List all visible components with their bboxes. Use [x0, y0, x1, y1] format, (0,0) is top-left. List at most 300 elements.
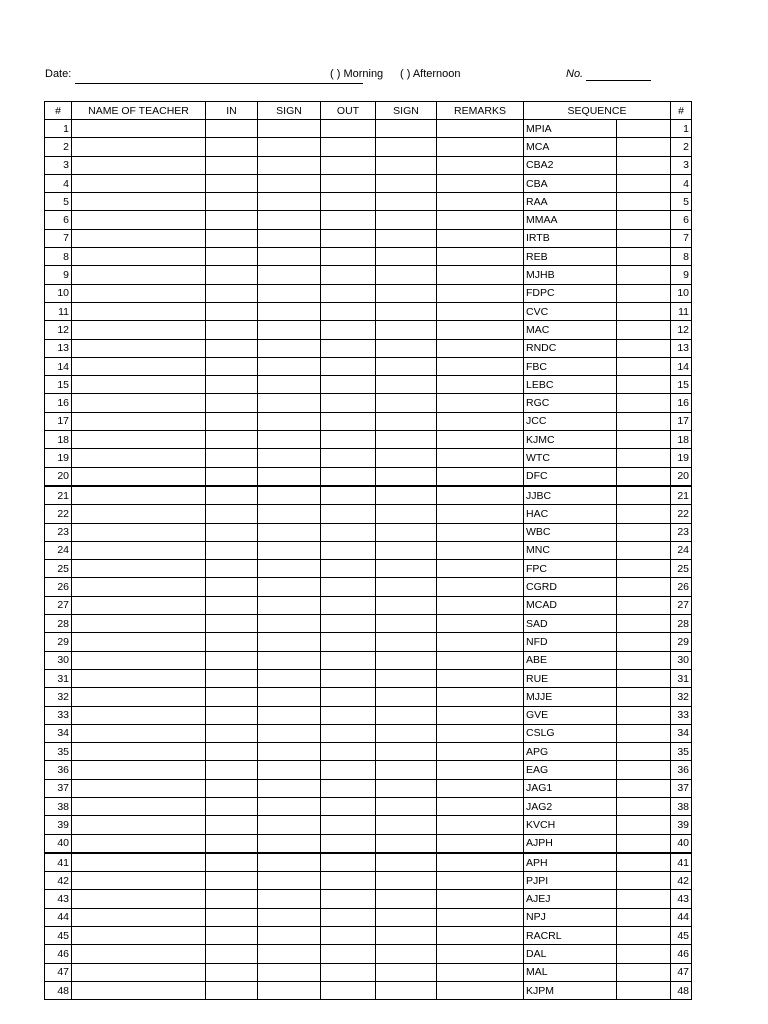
- remarks-cell[interactable]: [437, 797, 524, 815]
- time-out-cell[interactable]: [321, 394, 376, 412]
- sequence-blank-cell[interactable]: [617, 706, 671, 724]
- sign-in-cell[interactable]: [258, 302, 321, 320]
- time-out-cell[interactable]: [321, 376, 376, 394]
- sign-out-cell[interactable]: [376, 945, 437, 963]
- sign-in-cell[interactable]: [258, 669, 321, 687]
- teacher-name-cell[interactable]: [72, 853, 206, 872]
- teacher-name-cell[interactable]: [72, 193, 206, 211]
- sign-in-cell[interactable]: [258, 688, 321, 706]
- teacher-name-cell[interactable]: [72, 651, 206, 669]
- sign-in-cell[interactable]: [258, 120, 321, 138]
- time-out-cell[interactable]: [321, 927, 376, 945]
- sequence-blank-cell[interactable]: [617, 284, 671, 302]
- teacher-name-cell[interactable]: [72, 284, 206, 302]
- teacher-name-cell[interactable]: [72, 156, 206, 174]
- sequence-blank-cell[interactable]: [617, 541, 671, 559]
- sign-in-cell[interactable]: [258, 890, 321, 908]
- time-out-cell[interactable]: [321, 156, 376, 174]
- remarks-cell[interactable]: [437, 376, 524, 394]
- sign-out-cell[interactable]: [376, 211, 437, 229]
- sign-out-cell[interactable]: [376, 541, 437, 559]
- time-in-cell[interactable]: [206, 963, 258, 981]
- remarks-cell[interactable]: [437, 651, 524, 669]
- sequence-blank-cell[interactable]: [617, 560, 671, 578]
- teacher-name-cell[interactable]: [72, 339, 206, 357]
- remarks-cell[interactable]: [437, 394, 524, 412]
- teacher-name-cell[interactable]: [72, 138, 206, 156]
- sign-in-cell[interactable]: [258, 927, 321, 945]
- sign-out-cell[interactable]: [376, 431, 437, 449]
- remarks-cell[interactable]: [437, 853, 524, 872]
- time-out-cell[interactable]: [321, 908, 376, 926]
- time-in-cell[interactable]: [206, 138, 258, 156]
- sequence-blank-cell[interactable]: [617, 229, 671, 247]
- remarks-cell[interactable]: [437, 945, 524, 963]
- teacher-name-cell[interactable]: [72, 596, 206, 614]
- time-in-cell[interactable]: [206, 505, 258, 523]
- sequence-blank-cell[interactable]: [617, 339, 671, 357]
- sign-out-cell[interactable]: [376, 449, 437, 467]
- time-in-cell[interactable]: [206, 596, 258, 614]
- sign-out-cell[interactable]: [376, 156, 437, 174]
- sequence-blank-cell[interactable]: [617, 266, 671, 284]
- teacher-name-cell[interactable]: [72, 743, 206, 761]
- time-in-cell[interactable]: [206, 120, 258, 138]
- sequence-blank-cell[interactable]: [617, 138, 671, 156]
- sign-in-cell[interactable]: [258, 651, 321, 669]
- teacher-name-cell[interactable]: [72, 963, 206, 981]
- teacher-name-cell[interactable]: [72, 688, 206, 706]
- sign-out-cell[interactable]: [376, 963, 437, 981]
- teacher-name-cell[interactable]: [72, 467, 206, 486]
- time-in-cell[interactable]: [206, 578, 258, 596]
- time-out-cell[interactable]: [321, 431, 376, 449]
- teacher-name-cell[interactable]: [72, 669, 206, 687]
- time-in-cell[interactable]: [206, 321, 258, 339]
- remarks-cell[interactable]: [437, 449, 524, 467]
- teacher-name-cell[interactable]: [72, 174, 206, 192]
- sign-out-cell[interactable]: [376, 266, 437, 284]
- teacher-name-cell[interactable]: [72, 779, 206, 797]
- time-out-cell[interactable]: [321, 486, 376, 505]
- sequence-blank-cell[interactable]: [617, 945, 671, 963]
- remarks-cell[interactable]: [437, 357, 524, 375]
- sign-out-cell[interactable]: [376, 505, 437, 523]
- time-in-cell[interactable]: [206, 357, 258, 375]
- sign-out-cell[interactable]: [376, 578, 437, 596]
- remarks-cell[interactable]: [437, 138, 524, 156]
- remarks-cell[interactable]: [437, 248, 524, 266]
- remarks-cell[interactable]: [437, 431, 524, 449]
- sign-out-cell[interactable]: [376, 724, 437, 742]
- sequence-blank-cell[interactable]: [617, 816, 671, 834]
- teacher-name-cell[interactable]: [72, 706, 206, 724]
- remarks-cell[interactable]: [437, 816, 524, 834]
- remarks-cell[interactable]: [437, 872, 524, 890]
- time-out-cell[interactable]: [321, 412, 376, 430]
- time-in-cell[interactable]: [206, 248, 258, 266]
- time-out-cell[interactable]: [321, 248, 376, 266]
- sign-out-cell[interactable]: [376, 523, 437, 541]
- time-out-cell[interactable]: [321, 138, 376, 156]
- time-in-cell[interactable]: [206, 779, 258, 797]
- sequence-blank-cell[interactable]: [617, 193, 671, 211]
- sign-out-cell[interactable]: [376, 248, 437, 266]
- sequence-blank-cell[interactable]: [617, 523, 671, 541]
- time-out-cell[interactable]: [321, 669, 376, 687]
- sequence-blank-cell[interactable]: [617, 761, 671, 779]
- teacher-name-cell[interactable]: [72, 724, 206, 742]
- time-in-cell[interactable]: [206, 761, 258, 779]
- time-in-cell[interactable]: [206, 651, 258, 669]
- time-out-cell[interactable]: [321, 688, 376, 706]
- sign-out-cell[interactable]: [376, 797, 437, 815]
- sign-out-cell[interactable]: [376, 193, 437, 211]
- sequence-blank-cell[interactable]: [617, 963, 671, 981]
- time-in-cell[interactable]: [206, 872, 258, 890]
- remarks-cell[interactable]: [437, 229, 524, 247]
- time-out-cell[interactable]: [321, 174, 376, 192]
- sign-out-cell[interactable]: [376, 596, 437, 614]
- sequence-blank-cell[interactable]: [617, 394, 671, 412]
- sign-out-cell[interactable]: [376, 816, 437, 834]
- time-out-cell[interactable]: [321, 706, 376, 724]
- time-in-cell[interactable]: [206, 541, 258, 559]
- sequence-blank-cell[interactable]: [617, 120, 671, 138]
- time-out-cell[interactable]: [321, 357, 376, 375]
- remarks-cell[interactable]: [437, 120, 524, 138]
- time-in-cell[interactable]: [206, 266, 258, 284]
- remarks-cell[interactable]: [437, 467, 524, 486]
- sequence-blank-cell[interactable]: [617, 853, 671, 872]
- sign-in-cell[interactable]: [258, 633, 321, 651]
- sign-out-cell[interactable]: [376, 560, 437, 578]
- sequence-blank-cell[interactable]: [617, 302, 671, 320]
- time-in-cell[interactable]: [206, 816, 258, 834]
- sign-out-cell[interactable]: [376, 357, 437, 375]
- time-in-cell[interactable]: [206, 853, 258, 872]
- sign-out-cell[interactable]: [376, 321, 437, 339]
- teacher-name-cell[interactable]: [72, 505, 206, 523]
- time-in-cell[interactable]: [206, 669, 258, 687]
- remarks-cell[interactable]: [437, 505, 524, 523]
- sign-in-cell[interactable]: [258, 211, 321, 229]
- sign-out-cell[interactable]: [376, 120, 437, 138]
- time-out-cell[interactable]: [321, 120, 376, 138]
- remarks-cell[interactable]: [437, 890, 524, 908]
- time-out-cell[interactable]: [321, 872, 376, 890]
- time-out-cell[interactable]: [321, 211, 376, 229]
- remarks-cell[interactable]: [437, 779, 524, 797]
- sign-out-cell[interactable]: [376, 981, 437, 999]
- time-out-cell[interactable]: [321, 945, 376, 963]
- remarks-cell[interactable]: [437, 743, 524, 761]
- sign-in-cell[interactable]: [258, 505, 321, 523]
- sequence-blank-cell[interactable]: [617, 797, 671, 815]
- sequence-blank-cell[interactable]: [617, 779, 671, 797]
- remarks-cell[interactable]: [437, 412, 524, 430]
- time-in-cell[interactable]: [206, 615, 258, 633]
- teacher-name-cell[interactable]: [72, 945, 206, 963]
- sign-in-cell[interactable]: [258, 945, 321, 963]
- remarks-cell[interactable]: [437, 560, 524, 578]
- time-in-cell[interactable]: [206, 688, 258, 706]
- remarks-cell[interactable]: [437, 669, 524, 687]
- sign-in-cell[interactable]: [258, 706, 321, 724]
- teacher-name-cell[interactable]: [72, 560, 206, 578]
- remarks-cell[interactable]: [437, 523, 524, 541]
- time-out-cell[interactable]: [321, 724, 376, 742]
- time-in-cell[interactable]: [206, 633, 258, 651]
- sequence-blank-cell[interactable]: [617, 890, 671, 908]
- teacher-name-cell[interactable]: [72, 302, 206, 320]
- time-out-cell[interactable]: [321, 284, 376, 302]
- sequence-blank-cell[interactable]: [617, 633, 671, 651]
- sequence-blank-cell[interactable]: [617, 724, 671, 742]
- time-out-cell[interactable]: [321, 578, 376, 596]
- teacher-name-cell[interactable]: [72, 449, 206, 467]
- sequence-blank-cell[interactable]: [617, 412, 671, 430]
- remarks-cell[interactable]: [437, 339, 524, 357]
- sign-out-cell[interactable]: [376, 229, 437, 247]
- time-in-cell[interactable]: [206, 743, 258, 761]
- teacher-name-cell[interactable]: [72, 908, 206, 926]
- time-in-cell[interactable]: [206, 467, 258, 486]
- sign-out-cell[interactable]: [376, 138, 437, 156]
- teacher-name-cell[interactable]: [72, 321, 206, 339]
- sign-out-cell[interactable]: [376, 743, 437, 761]
- remarks-cell[interactable]: [437, 688, 524, 706]
- sequence-blank-cell[interactable]: [617, 908, 671, 926]
- teacher-name-cell[interactable]: [72, 578, 206, 596]
- remarks-cell[interactable]: [437, 541, 524, 559]
- time-out-cell[interactable]: [321, 467, 376, 486]
- sequence-blank-cell[interactable]: [617, 872, 671, 890]
- time-in-cell[interactable]: [206, 302, 258, 320]
- teacher-name-cell[interactable]: [72, 541, 206, 559]
- sign-in-cell[interactable]: [258, 321, 321, 339]
- sequence-blank-cell[interactable]: [617, 927, 671, 945]
- remarks-cell[interactable]: [437, 596, 524, 614]
- remarks-cell[interactable]: [437, 266, 524, 284]
- sign-in-cell[interactable]: [258, 872, 321, 890]
- sign-in-cell[interactable]: [258, 449, 321, 467]
- sign-in-cell[interactable]: [258, 523, 321, 541]
- teacher-name-cell[interactable]: [72, 761, 206, 779]
- sign-out-cell[interactable]: [376, 779, 437, 797]
- remarks-cell[interactable]: [437, 193, 524, 211]
- time-in-cell[interactable]: [206, 156, 258, 174]
- teacher-name-cell[interactable]: [72, 834, 206, 853]
- time-in-cell[interactable]: [206, 449, 258, 467]
- time-out-cell[interactable]: [321, 834, 376, 853]
- teacher-name-cell[interactable]: [72, 816, 206, 834]
- time-in-cell[interactable]: [206, 945, 258, 963]
- teacher-name-cell[interactable]: [72, 890, 206, 908]
- time-in-cell[interactable]: [206, 376, 258, 394]
- sign-in-cell[interactable]: [258, 615, 321, 633]
- time-in-cell[interactable]: [206, 908, 258, 926]
- sequence-blank-cell[interactable]: [617, 669, 671, 687]
- sequence-blank-cell[interactable]: [617, 688, 671, 706]
- time-out-cell[interactable]: [321, 266, 376, 284]
- sign-in-cell[interactable]: [258, 156, 321, 174]
- remarks-cell[interactable]: [437, 321, 524, 339]
- sign-out-cell[interactable]: [376, 834, 437, 853]
- sign-in-cell[interactable]: [258, 412, 321, 430]
- sign-in-cell[interactable]: [258, 724, 321, 742]
- remarks-cell[interactable]: [437, 724, 524, 742]
- sign-in-cell[interactable]: [258, 816, 321, 834]
- sign-out-cell[interactable]: [376, 467, 437, 486]
- sign-out-cell[interactable]: [376, 633, 437, 651]
- remarks-cell[interactable]: [437, 211, 524, 229]
- teacher-name-cell[interactable]: [72, 120, 206, 138]
- sign-in-cell[interactable]: [258, 853, 321, 872]
- remarks-cell[interactable]: [437, 706, 524, 724]
- sign-out-cell[interactable]: [376, 376, 437, 394]
- time-out-cell[interactable]: [321, 853, 376, 872]
- remarks-cell[interactable]: [437, 486, 524, 505]
- remarks-cell[interactable]: [437, 578, 524, 596]
- teacher-name-cell[interactable]: [72, 872, 206, 890]
- teacher-name-cell[interactable]: [72, 229, 206, 247]
- sign-out-cell[interactable]: [376, 669, 437, 687]
- sign-in-cell[interactable]: [258, 174, 321, 192]
- sequence-blank-cell[interactable]: [617, 211, 671, 229]
- sequence-blank-cell[interactable]: [617, 486, 671, 505]
- time-out-cell[interactable]: [321, 797, 376, 815]
- sign-out-cell[interactable]: [376, 615, 437, 633]
- time-out-cell[interactable]: [321, 339, 376, 357]
- sign-in-cell[interactable]: [258, 797, 321, 815]
- time-in-cell[interactable]: [206, 394, 258, 412]
- sign-out-cell[interactable]: [376, 486, 437, 505]
- teacher-name-cell[interactable]: [72, 394, 206, 412]
- sign-in-cell[interactable]: [258, 357, 321, 375]
- remarks-cell[interactable]: [437, 302, 524, 320]
- remarks-cell[interactable]: [437, 156, 524, 174]
- sign-in-cell[interactable]: [258, 229, 321, 247]
- remarks-cell[interactable]: [437, 284, 524, 302]
- teacher-name-cell[interactable]: [72, 211, 206, 229]
- time-in-cell[interactable]: [206, 193, 258, 211]
- teacher-name-cell[interactable]: [72, 376, 206, 394]
- time-in-cell[interactable]: [206, 523, 258, 541]
- sequence-blank-cell[interactable]: [617, 431, 671, 449]
- time-in-cell[interactable]: [206, 890, 258, 908]
- sequence-blank-cell[interactable]: [617, 174, 671, 192]
- sign-in-cell[interactable]: [258, 578, 321, 596]
- sign-out-cell[interactable]: [376, 339, 437, 357]
- teacher-name-cell[interactable]: [72, 266, 206, 284]
- teacher-name-cell[interactable]: [72, 523, 206, 541]
- time-in-cell[interactable]: [206, 412, 258, 430]
- sign-in-cell[interactable]: [258, 779, 321, 797]
- sign-in-cell[interactable]: [258, 284, 321, 302]
- sign-in-cell[interactable]: [258, 560, 321, 578]
- time-in-cell[interactable]: [206, 797, 258, 815]
- sign-in-cell[interactable]: [258, 908, 321, 926]
- time-out-cell[interactable]: [321, 981, 376, 999]
- sign-out-cell[interactable]: [376, 651, 437, 669]
- teacher-name-cell[interactable]: [72, 797, 206, 815]
- sequence-blank-cell[interactable]: [617, 615, 671, 633]
- time-in-cell[interactable]: [206, 339, 258, 357]
- time-in-cell[interactable]: [206, 724, 258, 742]
- time-out-cell[interactable]: [321, 816, 376, 834]
- sign-out-cell[interactable]: [376, 284, 437, 302]
- remarks-cell[interactable]: [437, 761, 524, 779]
- time-out-cell[interactable]: [321, 761, 376, 779]
- remarks-cell[interactable]: [437, 174, 524, 192]
- time-out-cell[interactable]: [321, 651, 376, 669]
- teacher-name-cell[interactable]: [72, 412, 206, 430]
- sign-in-cell[interactable]: [258, 981, 321, 999]
- time-in-cell[interactable]: [206, 229, 258, 247]
- sequence-blank-cell[interactable]: [617, 376, 671, 394]
- sequence-blank-cell[interactable]: [617, 467, 671, 486]
- sign-in-cell[interactable]: [258, 834, 321, 853]
- sign-in-cell[interactable]: [258, 541, 321, 559]
- sign-in-cell[interactable]: [258, 266, 321, 284]
- teacher-name-cell[interactable]: [72, 248, 206, 266]
- time-in-cell[interactable]: [206, 706, 258, 724]
- remarks-cell[interactable]: [437, 963, 524, 981]
- time-in-cell[interactable]: [206, 431, 258, 449]
- remarks-cell[interactable]: [437, 927, 524, 945]
- time-out-cell[interactable]: [321, 321, 376, 339]
- sign-out-cell[interactable]: [376, 853, 437, 872]
- sign-out-cell[interactable]: [376, 302, 437, 320]
- sign-in-cell[interactable]: [258, 138, 321, 156]
- sign-in-cell[interactable]: [258, 339, 321, 357]
- sequence-blank-cell[interactable]: [617, 248, 671, 266]
- sequence-blank-cell[interactable]: [617, 321, 671, 339]
- sequence-blank-cell[interactable]: [617, 596, 671, 614]
- teacher-name-cell[interactable]: [72, 615, 206, 633]
- teacher-name-cell[interactable]: [72, 431, 206, 449]
- time-in-cell[interactable]: [206, 834, 258, 853]
- sign-in-cell[interactable]: [258, 193, 321, 211]
- remarks-cell[interactable]: [437, 633, 524, 651]
- sequence-blank-cell[interactable]: [617, 449, 671, 467]
- teacher-name-cell[interactable]: [72, 357, 206, 375]
- time-out-cell[interactable]: [321, 449, 376, 467]
- remarks-cell[interactable]: [437, 615, 524, 633]
- time-out-cell[interactable]: [321, 596, 376, 614]
- time-out-cell[interactable]: [321, 743, 376, 761]
- sign-out-cell[interactable]: [376, 706, 437, 724]
- sequence-blank-cell[interactable]: [617, 505, 671, 523]
- sequence-blank-cell[interactable]: [617, 981, 671, 999]
- remarks-cell[interactable]: [437, 908, 524, 926]
- sign-out-cell[interactable]: [376, 927, 437, 945]
- time-in-cell[interactable]: [206, 560, 258, 578]
- time-out-cell[interactable]: [321, 523, 376, 541]
- sign-out-cell[interactable]: [376, 688, 437, 706]
- sign-in-cell[interactable]: [258, 963, 321, 981]
- time-out-cell[interactable]: [321, 890, 376, 908]
- time-in-cell[interactable]: [206, 486, 258, 505]
- time-out-cell[interactable]: [321, 229, 376, 247]
- teacher-name-cell[interactable]: [72, 633, 206, 651]
- time-in-cell[interactable]: [206, 174, 258, 192]
- time-in-cell[interactable]: [206, 981, 258, 999]
- time-out-cell[interactable]: [321, 779, 376, 797]
- time-out-cell[interactable]: [321, 560, 376, 578]
- time-out-cell[interactable]: [321, 505, 376, 523]
